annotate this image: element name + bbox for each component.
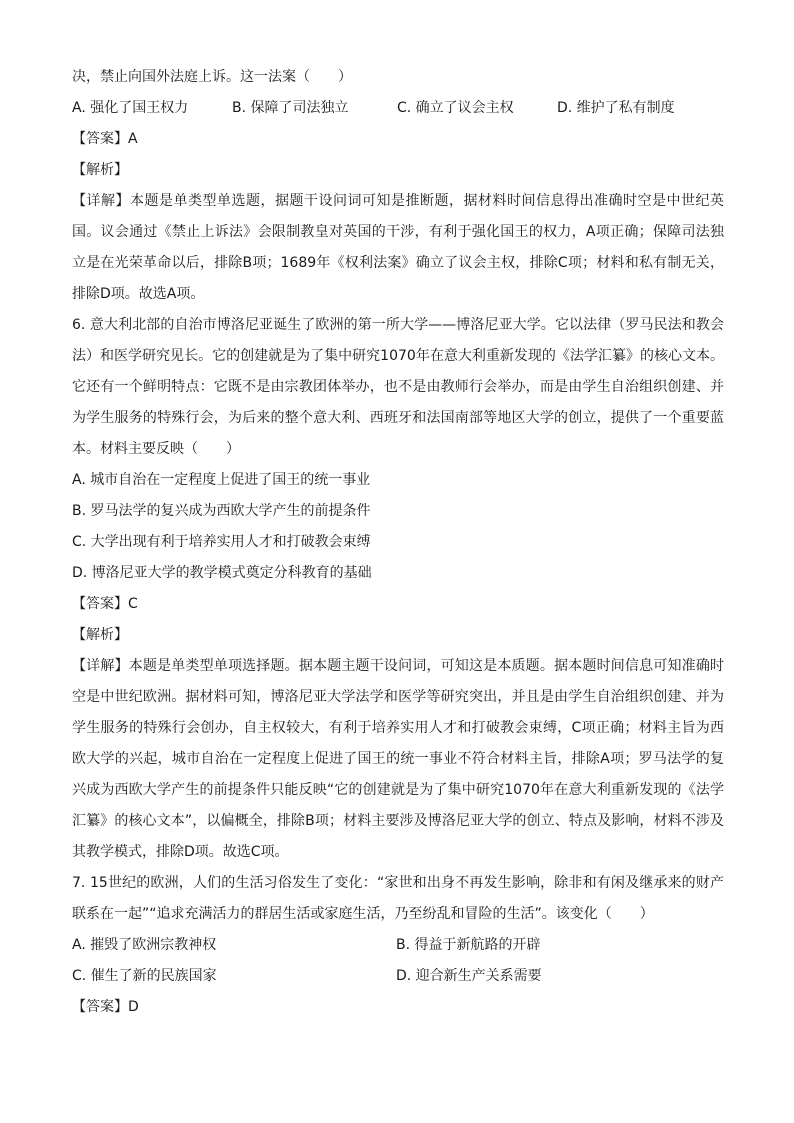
- q5-option-b: B. 保障了司法独立: [232, 100, 349, 116]
- q7-option-b: B. 得益于新航路的开辟: [396, 937, 541, 953]
- q5-stem-tail: 决，禁止向国外法庭上诉。这一法案（ ）: [72, 69, 352, 85]
- q5-detail: 【详解】本题是单类型单选题，据题干设问词可知是推断题，据材料时间信息得出准确时空是中世纪英国。议会通过《禁止上诉法》会限制教皇对英国的干涉，有利于强化国王的权力，A项正确；保障司法独立是在光荣革命以后，排除B项；1689年《权利法案》确立了议会主权，排除C项；材料和私有制无关，排除D项。故选A项。: [72, 193, 724, 302]
- q6-analysis-label: 【解析】: [72, 627, 128, 643]
- q7-option-d: D. 迎合新生产关系需要: [396, 968, 542, 984]
- q6-option-b: B. 罗马法学的复兴成为西欧大学产生的前提条件: [72, 503, 371, 519]
- q5-option-d: D. 维护了私有制度: [557, 100, 675, 116]
- q7-option-c: C. 催生了新的民族国家: [72, 968, 217, 984]
- q6-stem: 6. 意大利北部的自治市博洛尼亚诞生了欧洲的第一所大学——博洛尼亚大学。它以法律（罗马民法和教会法）和医学研究见长。它的创建就是为了集中研究1070年在意大利重新发现的《法学汇纂》的核心文本。它还有一个鲜明特点：它既不是由宗教团体举办，也不是由教师行会举办，而是由学生自治组织创建、并为学生服务的特殊行会，为后来的整个意大利、西班牙和法国南部等地区大学的创立，提供了一个重要蓝本。材料主要反映（ ）: [72, 317, 724, 457]
- q5-option-a: A. 强化了国王权力: [72, 100, 189, 116]
- q6-detail: 【详解】本题是单类型单项选择题。据本题主题干设问词，可知这是本质题。据本题时间信息可知准确时空是中世纪欧洲。据材料可知，博洛尼亚大学法学和医学等研究突出，并且是由学生自治组织创建、并为学生服务的特殊行会创办，自主权较大，有利于培养实用人才和打破教会束缚，C项正确；材料主旨为西欧大学的兴起，城市自治在一定程度上促进了国王的统一事业不符合材料主旨，排除A项；罗马法学的复兴成为西欧大学产生的前提条件只能反映“它的创建就是为了集中研究1070年在意大利重新发现的《法学汇纂》的核心文本”，以偏概全，排除B项；材料主要涉及博洛尼亚大学的创立、特点及影响，材料不涉及其教学模式，排除D项。故选C项。: [72, 658, 724, 860]
- q5-options: [72, 93, 724, 124]
- q6-answer: 【答案】C: [72, 596, 138, 612]
- q6-option-a: A. 城市自治在一定程度上促进了国王的统一事业: [72, 472, 371, 488]
- q7-options-row-1: [72, 930, 724, 961]
- q7-stem: 7. 15世纪的欧洲，人们的生活习俗发生了变化：“家世和出身不再发生影响，除非和有闲及继承来的财产联系在一起”“追求充满活力的群居生活或家庭生活，乃至纷乱和冒险的生活”。该变化（ ）: [72, 875, 724, 922]
- q5-option-c: C. 确立了议会主权: [397, 100, 514, 116]
- q5-answer: 【答案】A: [72, 131, 138, 147]
- q6-option-d: D. 博洛尼亚大学的教学模式奠定分科教育的基础: [72, 565, 372, 581]
- q6-option-c: C. 大学出现有利于培养实用人才和打破教会束缚: [72, 534, 371, 550]
- document-page: [72, 62, 724, 1023]
- q7-option-a: A. 摧毁了欧洲宗教神权: [72, 937, 217, 953]
- q5-analysis-label: 【解析】: [72, 162, 128, 178]
- q7-options-row-2: [72, 961, 724, 992]
- q7-answer: 【答案】D: [72, 999, 139, 1015]
